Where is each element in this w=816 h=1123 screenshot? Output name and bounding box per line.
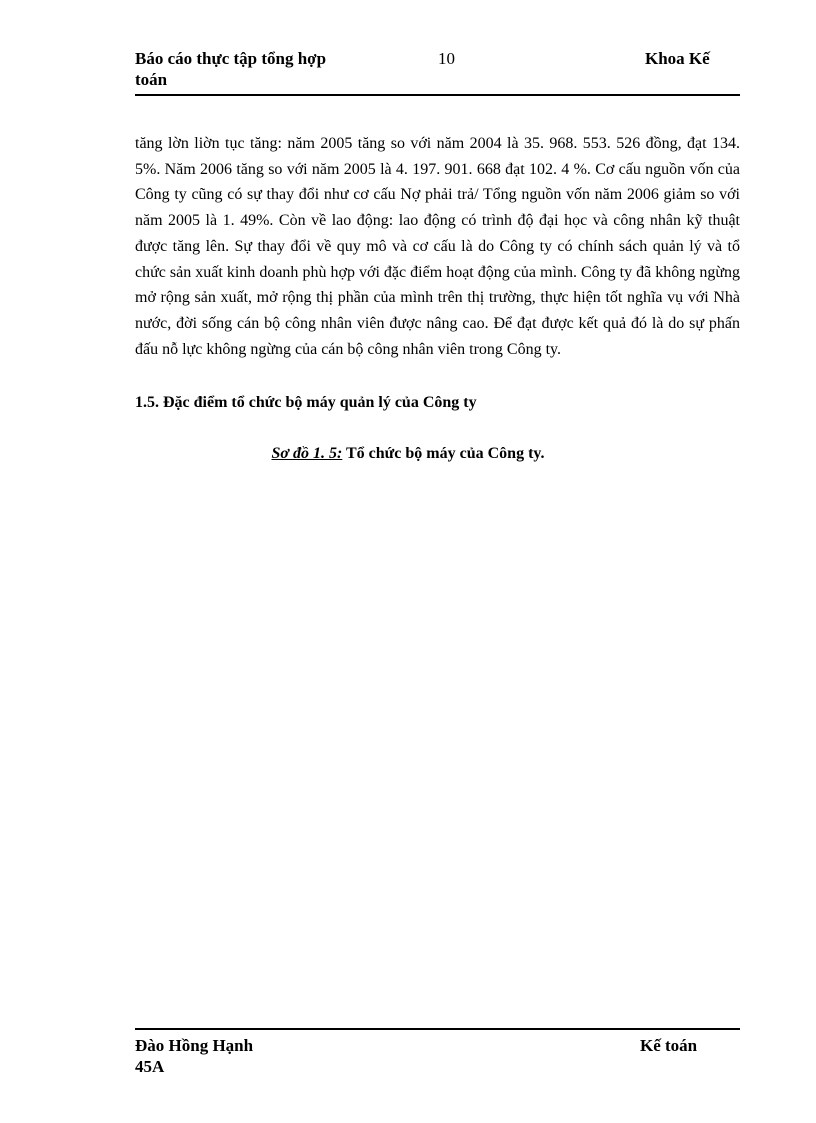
section-heading: 1.5. Đặc điểm tổ chức bộ máy quản lý của Công ty (135, 394, 477, 411)
header-faculty: Khoa Kế (645, 49, 710, 68)
page-number: 10 (438, 49, 455, 68)
diagram-caption-text: Tổ chức bộ máy của Công ty. (342, 445, 545, 462)
diagram-caption-label: Sơ đồ 1. 5: (271, 445, 343, 462)
footer-author-name: Đào Hồng Hạnh (135, 1036, 254, 1055)
footer-author (135, 1035, 335, 1077)
page-header (135, 48, 740, 96)
header-title-line-2: toán (135, 70, 168, 89)
footer-department: Kế toán (640, 1036, 698, 1055)
body-paragraph: tăng lờn liờn tục tăng: năm 2005 tăng so với năm 2004 là 35. 968. 553. 526 đồng, đạt 134. 5%. Năm 2006 tăng so với năm 2005 là 4. 197. 901. 668 đạt 102. 4 %. Cơ cấu nguồn vốn của Công ty cũng có sự thay đổi như cơ cấu Nợ phải trả/ Tổng nguồn vốn năm 2006 giảm so với năm 2005 là 1. 49%. Còn về lao động: lao động có trình độ đại học và công nhân kỹ thuật được tăng lên. Sự thay đổi về quy mô và cơ cấu là do Công ty có chính sách quản lý và tổ chức sản xuất kinh doanh phù hợp với đặc điểm hoạt động của mình. Công ty đã không ngừng mở rộng sản xuất, mở rộng thị phần của mình trên thị trường, thực hiện tốt nghĩa vụ với Nhà nước, đời sống cán bộ công nhân viên được nâng cao. Để đạt được kết quả đó là do sự phấn đấu nỗ lực không ngừng của cán bộ công nhân viên trong Công ty. (135, 135, 740, 358)
footer-author-class: 45A (135, 1057, 165, 1076)
header-title-line-1: Báo cáo thực tập tổng hợp (135, 49, 327, 68)
diagram-caption (0, 441, 816, 466)
header-report-title (135, 48, 365, 90)
page-footer (135, 1028, 740, 1080)
